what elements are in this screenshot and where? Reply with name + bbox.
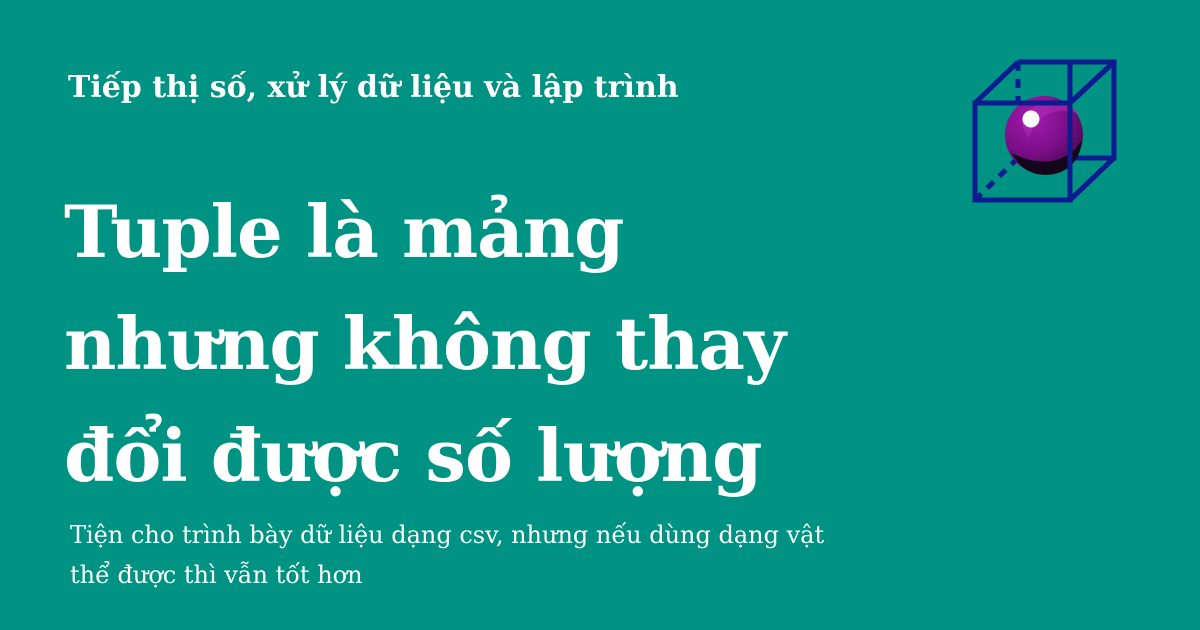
article-summary [70,515,1010,595]
site-tagline: Tiếp thị số, xử lý dữ liệu và lập trình [68,70,679,105]
page-title-line-3: đổi được số lượng [64,413,762,498]
cube-with-sphere-icon [970,58,1118,206]
page-title-line-2: nhưng không thay [64,301,785,386]
page-title [64,176,1004,512]
article-summary-line-1: Tiện cho trình bày dữ liệu dạng csv, nhưng nếu dùng dạng vật [70,521,825,549]
article-summary-line-2: thể được thì vẫn tốt hơn [70,561,363,589]
page-title-line-1: Tuple là mảng [64,189,624,274]
